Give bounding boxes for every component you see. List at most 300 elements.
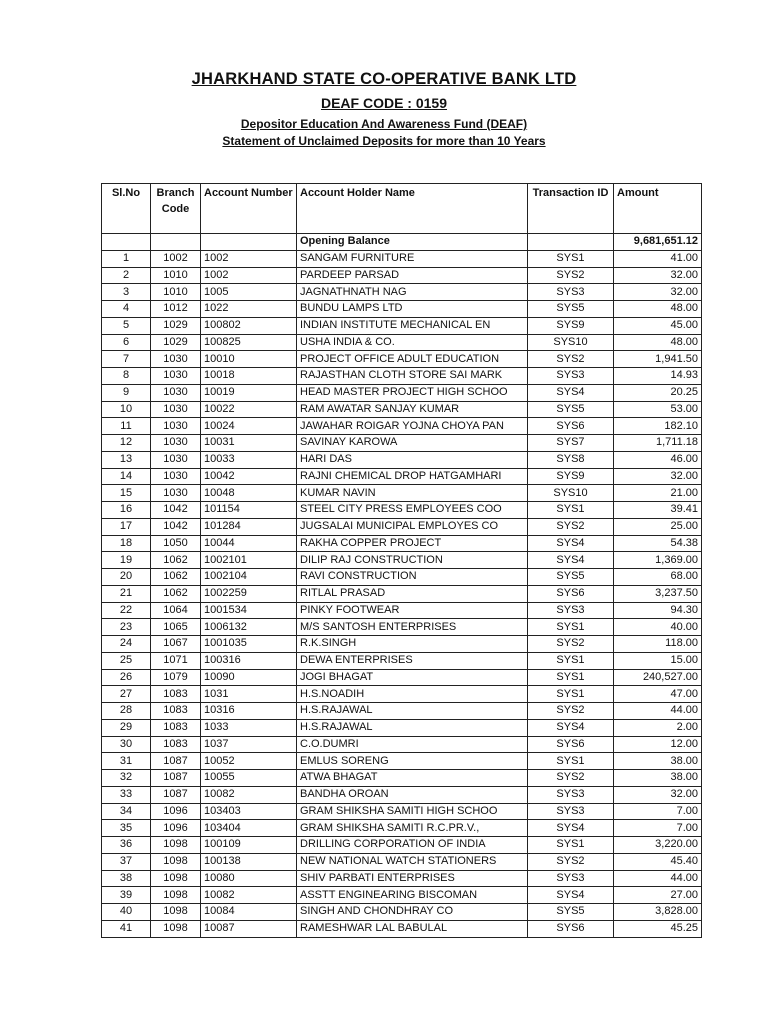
amount-cell: 46.00 <box>614 451 702 468</box>
table-row <box>102 451 702 468</box>
branch-code-cell: 1098 <box>151 904 201 921</box>
sl-no-cell: 21 <box>102 585 151 602</box>
amount-cell: 12.00 <box>614 736 702 753</box>
branch-code-cell: 1050 <box>151 535 201 552</box>
account-number-cell: 1002259 <box>201 585 297 602</box>
table-row <box>102 686 702 703</box>
transaction-id-cell: SYS6 <box>528 585 614 602</box>
amount-cell: 2.00 <box>614 719 702 736</box>
col-header-amount: Amount <box>614 184 702 234</box>
branch-code-cell: 1029 <box>151 334 201 351</box>
account-number-cell: 10055 <box>201 770 297 787</box>
transaction-id-cell: SYS4 <box>528 820 614 837</box>
amount-cell: 32.00 <box>614 267 702 284</box>
sl-no-cell: 25 <box>102 652 151 669</box>
account-holder-name-cell: STEEL CITY PRESS EMPLOYEES COO <box>297 502 528 519</box>
sl-no-cell: 15 <box>102 485 151 502</box>
account-number-cell: 100316 <box>201 652 297 669</box>
table-row <box>102 786 702 803</box>
branch-code-cell: 1062 <box>151 585 201 602</box>
account-holder-name-cell: H.S.RAJAWAL <box>297 703 528 720</box>
transaction-id-cell: SYS9 <box>528 317 614 334</box>
table-row <box>102 267 702 284</box>
account-holder-name-cell: USHA INDIA & CO. <box>297 334 528 351</box>
table-row <box>102 602 702 619</box>
branch-code-cell: 1087 <box>151 770 201 787</box>
account-holder-name-cell: SANGAM FURNITURE <box>297 250 528 267</box>
table-row <box>102 703 702 720</box>
table-row <box>102 719 702 736</box>
sl-no-cell: 13 <box>102 451 151 468</box>
unclaimed-deposits-table <box>101 183 702 938</box>
sl-no-cell: 29 <box>102 719 151 736</box>
amount-cell: 45.25 <box>614 920 702 937</box>
amount-cell: 20.25 <box>614 384 702 401</box>
amount-cell: 94.30 <box>614 602 702 619</box>
opening-balance-row <box>102 234 702 251</box>
amount-cell: 40.00 <box>614 619 702 636</box>
account-number-cell: 1001035 <box>201 636 297 653</box>
col-header-account-number: Account Number <box>201 184 297 234</box>
account-holder-name-cell: RAMESHWAR LAL BABULAL <box>297 920 528 937</box>
account-holder-name-cell: M/S SANTOSH ENTERPRISES <box>297 619 528 636</box>
transaction-id-cell: SYS4 <box>528 887 614 904</box>
sl-no-cell: 10 <box>102 401 151 418</box>
account-number-cell: 10010 <box>201 351 297 368</box>
transaction-id-cell: SYS5 <box>528 904 614 921</box>
account-holder-name-cell: H.S.RAJAWAL <box>297 719 528 736</box>
account-holder-name-cell: C.O.DUMRI <box>297 736 528 753</box>
account-holder-name-cell: BANDHA OROAN <box>297 786 528 803</box>
table-row <box>102 250 702 267</box>
branch-code-cell: 1087 <box>151 786 201 803</box>
sl-no-cell: 34 <box>102 803 151 820</box>
amount-cell: 38.00 <box>614 753 702 770</box>
account-holder-name-cell: ASSTT ENGINEARING BISCOMAN <box>297 887 528 904</box>
account-holder-name-cell: DILIP RAJ CONSTRUCTION <box>297 552 528 569</box>
sl-no-cell: 3 <box>102 284 151 301</box>
branch-code-cell: 1098 <box>151 887 201 904</box>
account-number-cell: 1002101 <box>201 552 297 569</box>
amount-cell: 32.00 <box>614 468 702 485</box>
account-number-cell: 1002 <box>201 250 297 267</box>
account-holder-name-cell: EMLUS SORENG <box>297 753 528 770</box>
branch-code-cell: 1030 <box>151 451 201 468</box>
sl-no-cell: 28 <box>102 703 151 720</box>
col-header-slno: Sl.No <box>102 184 151 234</box>
account-number-cell: 10048 <box>201 485 297 502</box>
sl-no-cell: 38 <box>102 870 151 887</box>
transaction-id-cell: SYS6 <box>528 920 614 937</box>
branch-code-cell: 1098 <box>151 837 201 854</box>
transaction-id-cell: SYS5 <box>528 301 614 318</box>
branch-code-cell: 1030 <box>151 418 201 435</box>
amount-cell: 68.00 <box>614 569 702 586</box>
transaction-id-cell: SYS3 <box>528 284 614 301</box>
account-holder-name-cell: ATWA BHAGAT <box>297 770 528 787</box>
sl-no-cell: 36 <box>102 837 151 854</box>
transaction-id-cell: SYS1 <box>528 502 614 519</box>
account-number-cell: 10052 <box>201 753 297 770</box>
account-number-cell: 100138 <box>201 853 297 870</box>
transaction-id-cell: SYS3 <box>528 368 614 385</box>
transaction-id-cell: SYS2 <box>528 703 614 720</box>
sl-no-cell: 18 <box>102 535 151 552</box>
branch-code-cell: 1071 <box>151 652 201 669</box>
opening-balance-amount: 9,681,651.12 <box>614 234 702 251</box>
account-number-cell: 1006132 <box>201 619 297 636</box>
transaction-id-cell: SYS2 <box>528 351 614 368</box>
branch-code-cell: 1096 <box>151 803 201 820</box>
branch-code-cell: 1065 <box>151 619 201 636</box>
amount-cell: 1,711.18 <box>614 435 702 452</box>
table-row <box>102 853 702 870</box>
account-holder-name-cell: JAGNATHNATH NAG <box>297 284 528 301</box>
branch-code-cell: 1098 <box>151 853 201 870</box>
transaction-id-cell: SYS10 <box>528 334 614 351</box>
amount-cell: 44.00 <box>614 870 702 887</box>
amount-cell: 15.00 <box>614 652 702 669</box>
account-number-cell: 100109 <box>201 837 297 854</box>
account-holder-name-cell: H.S.NOADIH <box>297 686 528 703</box>
amount-cell: 1,369.00 <box>614 552 702 569</box>
sl-no-cell: 8 <box>102 368 151 385</box>
amount-cell: 41.00 <box>614 250 702 267</box>
table-row <box>102 652 702 669</box>
branch-code-cell: 1030 <box>151 401 201 418</box>
statement-title-heading: Statement of Unclaimed Deposits for more than 10 Years <box>222 134 546 148</box>
branch-code-cell: 1010 <box>151 267 201 284</box>
account-holder-name-cell: PROJECT OFFICE ADULT EDUCATION <box>297 351 528 368</box>
account-holder-name-cell: RAJASTHAN CLOTH STORE SAI MARK <box>297 368 528 385</box>
account-number-cell: 103403 <box>201 803 297 820</box>
table-row <box>102 435 702 452</box>
amount-cell: 48.00 <box>614 301 702 318</box>
transaction-id-cell: SYS1 <box>528 686 614 703</box>
account-number-cell: 10082 <box>201 786 297 803</box>
table-row <box>102 569 702 586</box>
branch-code-cell: 1012 <box>151 301 201 318</box>
branch-code-cell: 1083 <box>151 703 201 720</box>
transaction-id-cell: SYS3 <box>528 870 614 887</box>
table-row <box>102 636 702 653</box>
table-row <box>102 284 702 301</box>
transaction-id-cell: SYS2 <box>528 267 614 284</box>
account-holder-name-cell: NEW NATIONAL WATCH STATIONERS <box>297 853 528 870</box>
amount-cell: 44.00 <box>614 703 702 720</box>
table-row <box>102 368 702 385</box>
amount-cell: 54.38 <box>614 535 702 552</box>
transaction-id-cell: SYS4 <box>528 719 614 736</box>
col-header-branch-code: Branch Code <box>151 184 201 234</box>
table-row <box>102 334 702 351</box>
transaction-id-cell: SYS2 <box>528 636 614 653</box>
account-holder-name-cell: RITLAL PRASAD <box>297 585 528 602</box>
amount-cell: 7.00 <box>614 820 702 837</box>
sl-no-cell: 40 <box>102 904 151 921</box>
account-number-cell: 10084 <box>201 904 297 921</box>
amount-cell: 1,941.50 <box>614 351 702 368</box>
table-row <box>102 518 702 535</box>
account-number-cell: 10080 <box>201 870 297 887</box>
sl-no-cell: 1 <box>102 250 151 267</box>
account-number-cell: 10042 <box>201 468 297 485</box>
amount-cell: 7.00 <box>614 803 702 820</box>
account-holder-name-cell: JAWAHAR ROIGAR YOJNA CHOYA PAN <box>297 418 528 435</box>
table-row <box>102 485 702 502</box>
transaction-id-cell: SYS8 <box>528 451 614 468</box>
account-holder-name-cell: PINKY FOOTWEAR <box>297 602 528 619</box>
sl-no-cell: 14 <box>102 468 151 485</box>
account-holder-name-cell: DRILLING CORPORATION OF INDIA <box>297 837 528 854</box>
account-number-cell: 10018 <box>201 368 297 385</box>
amount-cell: 53.00 <box>614 401 702 418</box>
sl-no-cell: 5 <box>102 317 151 334</box>
account-holder-name-cell: SINGH AND CHONDHRAY CO <box>297 904 528 921</box>
sl-no-cell: 9 <box>102 384 151 401</box>
table-row <box>102 619 702 636</box>
account-holder-name-cell: GRAM SHIKSHA SAMITI HIGH SCHOO <box>297 803 528 820</box>
table-row <box>102 552 702 569</box>
table-row <box>102 585 702 602</box>
amount-cell: 14.93 <box>614 368 702 385</box>
sl-no-cell: 23 <box>102 619 151 636</box>
account-holder-name-cell: RAM AWATAR SANJAY KUMAR <box>297 401 528 418</box>
branch-code-cell: 1062 <box>151 569 201 586</box>
sl-no-cell: 33 <box>102 786 151 803</box>
branch-code-cell: 1030 <box>151 468 201 485</box>
transaction-id-cell: SYS7 <box>528 435 614 452</box>
account-number-cell: 101154 <box>201 502 297 519</box>
account-holder-name-cell: SHIV PARBATI ENTERPRISES <box>297 870 528 887</box>
transaction-id-cell: SYS6 <box>528 736 614 753</box>
account-holder-name-cell: RAJNI CHEMICAL DROP HATGAMHARI <box>297 468 528 485</box>
account-number-cell: 10087 <box>201 920 297 937</box>
sl-no-cell: 11 <box>102 418 151 435</box>
branch-code-cell: 1079 <box>151 669 201 686</box>
account-number-cell: 10019 <box>201 384 297 401</box>
deaf-code-heading: DEAF CODE : 0159 <box>320 95 448 111</box>
col-header-account-holder-name: Account Holder Name <box>297 184 528 234</box>
branch-code-cell: 1030 <box>151 384 201 401</box>
amount-cell: 182.10 <box>614 418 702 435</box>
table-row <box>102 317 702 334</box>
table-row <box>102 502 702 519</box>
sl-no-cell: 17 <box>102 518 151 535</box>
account-holder-name-cell: INDIAN INSTITUTE MECHANICAL EN <box>297 317 528 334</box>
amount-cell: 48.00 <box>614 334 702 351</box>
transaction-id-cell: SYS2 <box>528 853 614 870</box>
sl-no-cell: 2 <box>102 267 151 284</box>
table-row <box>102 351 702 368</box>
branch-code-cell: 1042 <box>151 502 201 519</box>
sl-no-cell: 32 <box>102 770 151 787</box>
account-holder-name-cell: JUGSALAI MUNICIPAL EMPLOYES CO <box>297 518 528 535</box>
sl-no-cell: 7 <box>102 351 151 368</box>
account-holder-name-cell: HEAD MASTER PROJECT HIGH SCHOO <box>297 384 528 401</box>
transaction-id-cell: SYS6 <box>528 418 614 435</box>
account-holder-name-cell: KUMAR NAVIN <box>297 485 528 502</box>
sl-no-cell: 4 <box>102 301 151 318</box>
sl-no-cell: 20 <box>102 569 151 586</box>
table-row <box>102 401 702 418</box>
amount-cell: 118.00 <box>614 636 702 653</box>
table-row <box>102 669 702 686</box>
transaction-id-cell: SYS3 <box>528 602 614 619</box>
branch-code-cell: 1083 <box>151 719 201 736</box>
sl-no-cell: 30 <box>102 736 151 753</box>
transaction-id-cell: SYS2 <box>528 518 614 535</box>
account-number-cell: 1002104 <box>201 569 297 586</box>
branch-code-cell: 1087 <box>151 753 201 770</box>
table-row <box>102 468 702 485</box>
table-row <box>102 753 702 770</box>
transaction-id-cell: SYS5 <box>528 401 614 418</box>
table-row <box>102 384 702 401</box>
account-number-cell: 100825 <box>201 334 297 351</box>
account-number-cell: 10022 <box>201 401 297 418</box>
branch-code-cell: 1083 <box>151 736 201 753</box>
amount-cell: 45.40 <box>614 853 702 870</box>
transaction-id-cell: SYS9 <box>528 468 614 485</box>
amount-cell: 32.00 <box>614 786 702 803</box>
branch-code-cell: 1096 <box>151 820 201 837</box>
account-number-cell: 10082 <box>201 887 297 904</box>
branch-code-cell: 1030 <box>151 368 201 385</box>
account-number-cell: 10090 <box>201 669 297 686</box>
amount-cell: 45.00 <box>614 317 702 334</box>
amount-cell: 3,220.00 <box>614 837 702 854</box>
account-number-cell: 10031 <box>201 435 297 452</box>
account-holder-name-cell: JOGI BHAGAT <box>297 669 528 686</box>
table-row <box>102 535 702 552</box>
branch-code-cell: 1010 <box>151 284 201 301</box>
amount-cell: 38.00 <box>614 770 702 787</box>
account-number-cell: 1037 <box>201 736 297 753</box>
transaction-id-cell: SYS1 <box>528 669 614 686</box>
account-holder-name-cell: HARI DAS <box>297 451 528 468</box>
account-holder-name-cell: RAKHA COPPER PROJECT <box>297 535 528 552</box>
account-number-cell: 1031 <box>201 686 297 703</box>
branch-code-cell: 1030 <box>151 435 201 452</box>
sl-no-cell: 39 <box>102 887 151 904</box>
sl-no-cell: 22 <box>102 602 151 619</box>
amount-cell: 21.00 <box>614 485 702 502</box>
sl-no-cell: 37 <box>102 853 151 870</box>
branch-code-cell: 1029 <box>151 317 201 334</box>
transaction-id-cell: SYS4 <box>528 535 614 552</box>
table-row <box>102 418 702 435</box>
account-holder-name-cell: PARDEEP PARSAD <box>297 267 528 284</box>
transaction-id-cell: SYS3 <box>528 786 614 803</box>
table-row <box>102 301 702 318</box>
transaction-id-cell: SYS5 <box>528 569 614 586</box>
transaction-id-cell: SYS10 <box>528 485 614 502</box>
sl-no-cell: 24 <box>102 636 151 653</box>
opening-balance-label: Opening Balance <box>297 234 528 251</box>
amount-cell: 3,828.00 <box>614 904 702 921</box>
transaction-id-cell: SYS1 <box>528 753 614 770</box>
amount-cell: 47.00 <box>614 686 702 703</box>
account-number-cell: 103404 <box>201 820 297 837</box>
branch-code-cell: 1098 <box>151 920 201 937</box>
table-row <box>102 870 702 887</box>
account-holder-name-cell: SAVINAY KAROWA <box>297 435 528 452</box>
branch-code-cell: 1083 <box>151 686 201 703</box>
sl-no-cell: 12 <box>102 435 151 452</box>
account-number-cell: 10044 <box>201 535 297 552</box>
table-row <box>102 820 702 837</box>
transaction-id-cell: SYS3 <box>528 803 614 820</box>
amount-cell: 240,527.00 <box>614 669 702 686</box>
amount-cell: 3,237.50 <box>614 585 702 602</box>
sl-no-cell: 35 <box>102 820 151 837</box>
branch-code-cell: 1067 <box>151 636 201 653</box>
table-row <box>102 887 702 904</box>
amount-cell: 39.41 <box>614 502 702 519</box>
table-row <box>102 904 702 921</box>
transaction-id-cell: SYS1 <box>528 619 614 636</box>
account-holder-name-cell: R.K.SINGH <box>297 636 528 653</box>
sl-no-cell: 6 <box>102 334 151 351</box>
account-number-cell: 10024 <box>201 418 297 435</box>
table-row <box>102 920 702 937</box>
col-header-transaction-id: Transaction ID <box>528 184 614 234</box>
transaction-id-cell: SYS1 <box>528 652 614 669</box>
bank-name-heading: JHARKHAND STATE CO-OPERATIVE BANK LTD <box>191 70 577 88</box>
table-header-row <box>102 184 702 234</box>
account-holder-name-cell: BUNDU LAMPS LTD <box>297 301 528 318</box>
table-row <box>102 803 702 820</box>
sl-no-cell: 16 <box>102 502 151 519</box>
table-row <box>102 770 702 787</box>
table-row <box>102 736 702 753</box>
branch-code-cell: 1030 <box>151 351 201 368</box>
transaction-id-cell: SYS1 <box>528 837 614 854</box>
amount-cell: 32.00 <box>614 284 702 301</box>
account-number-cell: 1002 <box>201 267 297 284</box>
branch-code-cell: 1064 <box>151 602 201 619</box>
branch-code-cell: 1042 <box>151 518 201 535</box>
branch-code-cell: 1002 <box>151 250 201 267</box>
account-number-cell: 101284 <box>201 518 297 535</box>
amount-cell: 27.00 <box>614 887 702 904</box>
branch-code-cell: 1030 <box>151 485 201 502</box>
transaction-id-cell: SYS1 <box>528 250 614 267</box>
account-number-cell: 1001534 <box>201 602 297 619</box>
account-holder-name-cell: GRAM SHIKSHA SAMITI R.C.PR.V., <box>297 820 528 837</box>
table-row <box>102 837 702 854</box>
transaction-id-cell: SYS4 <box>528 552 614 569</box>
account-number-cell: 1022 <box>201 301 297 318</box>
account-number-cell: 1005 <box>201 284 297 301</box>
sl-no-cell: 41 <box>102 920 151 937</box>
account-holder-name-cell: DEWA ENTERPRISES <box>297 652 528 669</box>
transaction-id-cell: SYS2 <box>528 770 614 787</box>
transaction-id-cell: SYS4 <box>528 384 614 401</box>
account-number-cell: 10033 <box>201 451 297 468</box>
branch-code-cell: 1062 <box>151 552 201 569</box>
fund-name-heading: Depositor Education And Awareness Fund (DEAF) <box>240 117 528 131</box>
sl-no-cell: 31 <box>102 753 151 770</box>
sl-no-cell: 19 <box>102 552 151 569</box>
account-number-cell: 10316 <box>201 703 297 720</box>
account-number-cell: 100802 <box>201 317 297 334</box>
sl-no-cell: 26 <box>102 669 151 686</box>
account-number-cell: 1033 <box>201 719 297 736</box>
branch-code-cell: 1098 <box>151 870 201 887</box>
sl-no-cell: 27 <box>102 686 151 703</box>
